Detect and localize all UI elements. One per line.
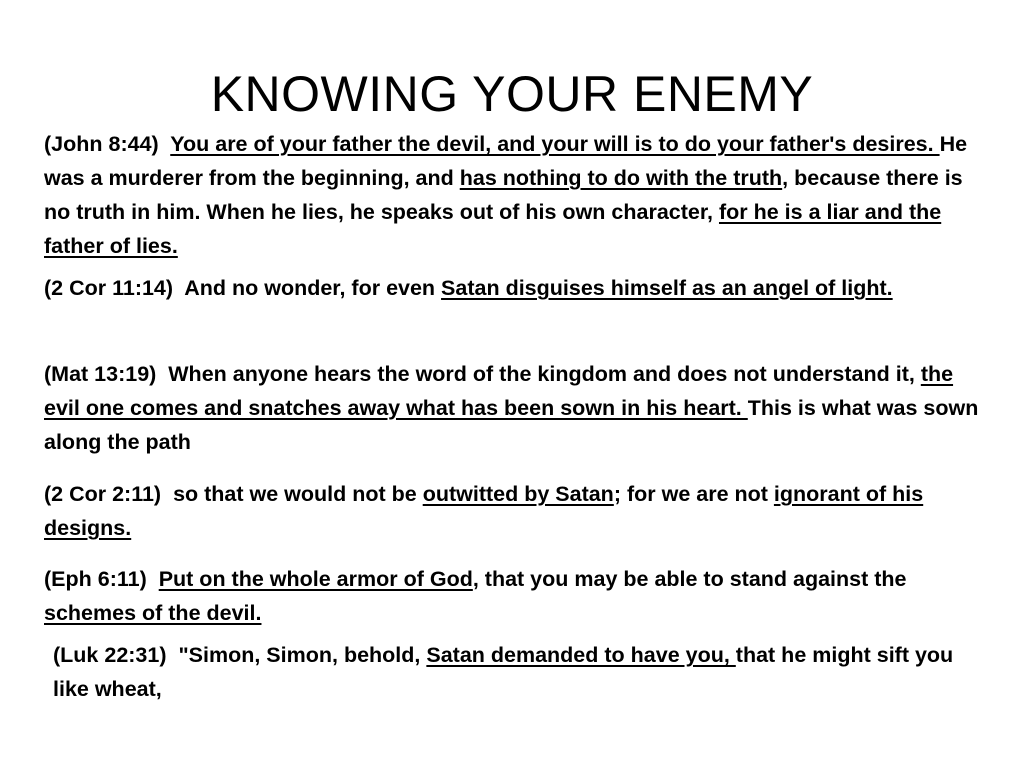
verse-text: , that you may be able to stand against the [472,567,907,591]
verse-mat-13-19 [44,357,989,459]
verse-john-8-44 [44,127,989,263]
verse-reference: (Luk 22:31) [53,643,167,667]
verse-text: This is what was sown along the path [44,396,979,454]
verse-2-cor-2-11 [44,477,989,545]
verse-luk-22-31 [53,638,983,706]
verse-underlined-text: Put on the whole armor of God [158,567,473,591]
verse-underlined-text: has nothing to do with the truth [459,166,783,190]
verse-underlined-text: ignorant of his designs. [44,482,924,540]
verse-reference: (2 Cor 2:11) [44,482,162,506]
verse-underlined-text: for he is a liar and the father of lies. [44,200,942,258]
verse-2-cor-11-14 [44,271,989,305]
verse-underlined-text: the evil one comes and snatches away what has been sown in his heart. [44,362,954,420]
verse-underlined-text: Satan disguises himself as an angel of light. [441,276,893,300]
verse-text: He was a murderer from the beginning, and [44,132,968,190]
verse-reference: (Mat 13:19) [44,362,157,386]
verse-text: When anyone hears the word of the kingdom and does not understand it, [168,362,921,386]
verse-text: ; for we are not [613,482,774,506]
verse-text: that he might sift you like wheat, [53,643,954,701]
verse-text: , because there is no truth in him. When he lies, he speaks out of his own character, [44,166,963,224]
verse-underlined-text: schemes of the devil. [44,601,262,625]
verse-reference: (2 Cor 11:14) [44,276,174,300]
verse-eph-6-11 [44,562,989,630]
verse-reference: (Eph 6:11) [44,567,147,591]
verse-underlined-text: outwitted by Satan [422,482,614,506]
verse-text: "Simon, Simon, behold, [178,643,427,667]
slide-title: KNOWING YOUR ENEMY [210,66,814,122]
verse-text: so that we would not be [173,482,423,506]
verse-underlined-text: Satan demanded to have you, [426,643,736,667]
verse-underlined-text: You are of your father the devil, and your will is to do your father's desires. [170,132,940,156]
verse-reference: (John 8:44) [44,132,159,156]
verse-text: And no wonder, for even [184,276,442,300]
